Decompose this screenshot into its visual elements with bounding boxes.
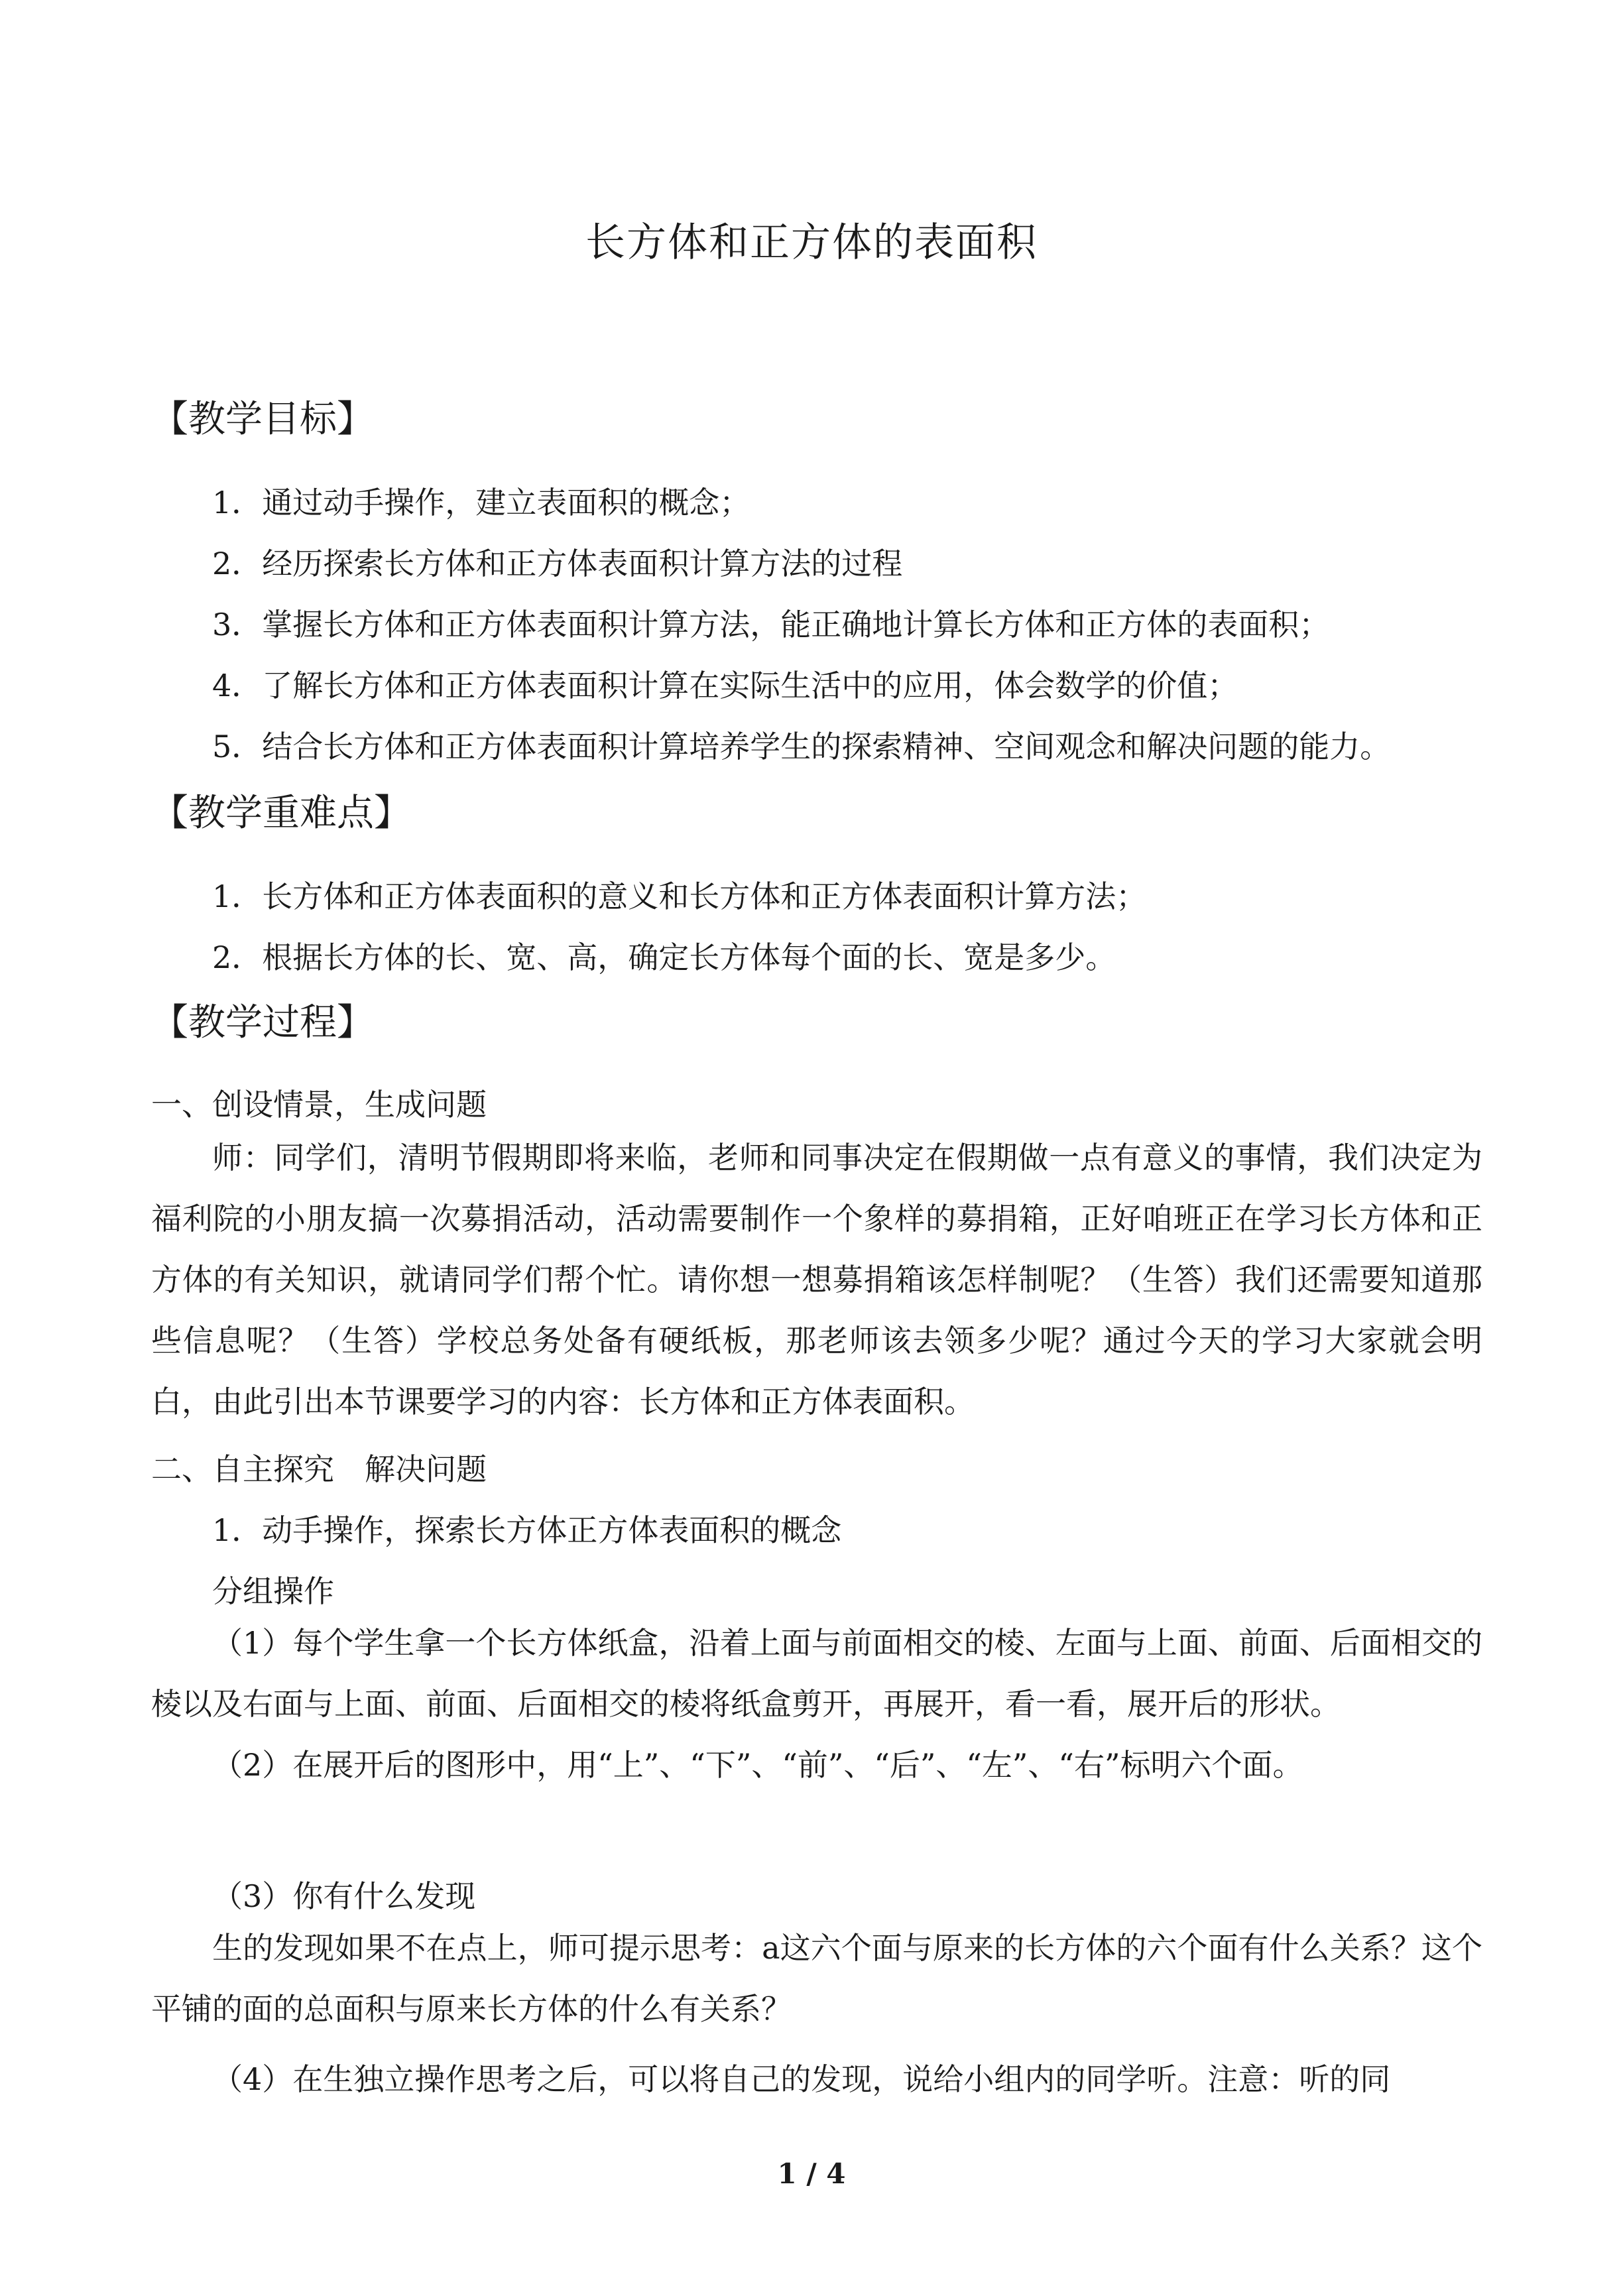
key-point-item-1: 1．长方体和正方体表面积的意义和长方体和正方体表面积计算方法； [212, 878, 1147, 914]
objective-item-1: 1．通过动手操作，建立表面积的概念； [212, 485, 751, 520]
objective-item-4: 4．了解长方体和正方体表面积计算在实际生活中的应用，体会数学的价值； [212, 668, 1238, 703]
operation-4: （4）在生独立操作思考之后，可以将自己的发现，说给小组内的同学听。注意：听的同 [212, 2061, 1391, 2097]
process-part1-title: 一、创设情景，生成问题 [151, 1087, 487, 1122]
group-operation-label: 分组操作 [212, 1573, 334, 1609]
process-part1-text: 师：同学们，清明节假期即将来临，老师和同事决定在假期做一点有意义的事情，我们决定为福利院的小朋友搞一次募捐活动，活动需要制作一个象样的募捐箱，正好咱班正在学习长方体和正方体的有关知识，就请同学们帮个忙。请你想一想募捐箱该怎样制呢？（生答）我们还需要知道那些信息呢？（生答）学校总务处备有硬纸板，那老师该去领多少呢？通过今天的学习大家就会明白，由此引出本节课要学习的内容：长方体和正方体表面积。 [151, 1140, 1482, 1420]
key-point-item-2: 2．根据长方体的长、宽、高，确定长方体每个面的长、宽是多少。 [212, 939, 1116, 975]
objective-item-3: 3．掌握长方体和正方体表面积计算方法，能正确地计算长方体和正方体的表面积； [212, 607, 1330, 642]
objectives-heading: 【教学目标】 [151, 398, 374, 441]
key-points-heading: 【教学重难点】 [151, 792, 411, 835]
process-heading: 【教学过程】 [151, 1001, 374, 1044]
document-title: 长方体和正方体的表面积 [585, 219, 1038, 266]
process-step1: 1．动手操作，探索长方体正方体表面积的概念 [212, 1512, 842, 1548]
objective-item-5: 5．结合长方体和正方体表面积计算培养学生的探索精神、空间观念和解决问题的能力。 [212, 729, 1391, 764]
operation-2: （2）在展开后的图形中，用“上”、“下”、“前”、“后”、“左”、“右”标明六个面。 [212, 1747, 1303, 1783]
operation-3: （3）你有什么发现 [212, 1878, 476, 1914]
objective-item-2: 2．经历探索长方体和正方体表面积计算方法的过程 [212, 546, 903, 581]
operation-3-note: 生的发现如果不在点上，师可提示思考：a这六个面与原来的长方体的六个面有什么关系？这个平铺的面的总面积与原来长方体的什么有关系？ [151, 1930, 1482, 2027]
process-part2-title: 二、自主探究 解决问题 [151, 1451, 487, 1487]
operation-1: （1）每个学生拿一个长方体纸盒，沿着上面与前面相交的棱、左面与上面、前面、后面相交的棱以及右面与上面、前面、后面相交的棱将纸盒剪开，再展开，看一看，展开后的形状。 [151, 1625, 1482, 1722]
page-number: 1 / 4 [777, 2157, 846, 2190]
